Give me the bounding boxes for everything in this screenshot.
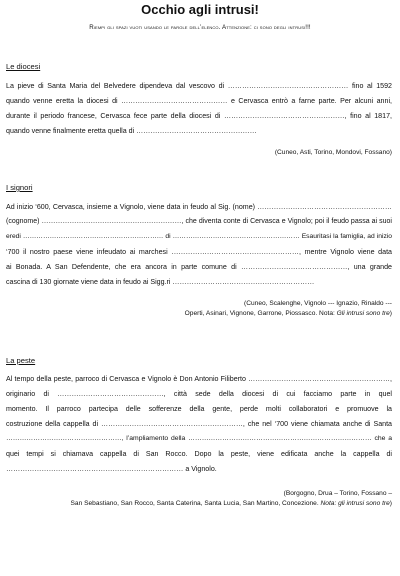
- paragraph-line: costruzione della cappella di ……………………………………………………, che nel ‘700 viene chiamata anche di Santa: [6, 420, 392, 428]
- paragraph-line: La pieve di Santa Maria del Belvedere dipendeva dal vescovo di …………………………………………… fino al 1592: [6, 82, 392, 90]
- paragraph-line: quei tempi si chiamava cappella di San Rocco. Dopo la peste, viene edificata anche la cappella di: [6, 450, 392, 458]
- paragraph-line: quando venne eretta la diocesi di ……………………………………… e Cervasca entrò a farne parte. Per alcuni anni,: [6, 97, 392, 105]
- word-list: (Cuneo, Scalenghe, Vignolo --- Ignazio, Rinaldo ---: [244, 300, 392, 307]
- section-heading-diocesi: Le diocesi: [6, 62, 41, 71]
- paragraph-line: Al tempo della peste, parroco di Cervasca e Vignolo è Don Antonio Filiberto ……………………………………………………,: [6, 375, 392, 383]
- word-list-note: Gli intrusi sono tre: [336, 310, 390, 317]
- paragraph-line: ……………………………………………, l’ampliamento della ……………………………………………………………………… che a: [6, 435, 392, 442]
- word-list-text: San Sebastiano, San Rocco, Santa Caterina, Santa Lucia, San Martino, Concezione.: [70, 500, 321, 507]
- word-list-close: ): [389, 500, 392, 507]
- page-subtitle: Riempi gli spazi vuoti usando le parole dell’elenco. Attenzione: ci sono degli intrusi!!!: [89, 24, 311, 31]
- paragraph-line: ………………………………………………………………… a Vignolo.: [6, 465, 217, 473]
- paragraph-line: ‘700 il nostro paese viene infeudato ai marchesi ………………………………………………, mentre Vignolo viene data: [6, 248, 392, 256]
- word-list: (Cuneo, Asti, Torino, Mondovi, Fossano): [274, 149, 392, 156]
- word-list-close: ): [389, 310, 392, 317]
- word-list: [6, 499, 392, 509]
- word-list-note: Nota: gli intrusi sono tre: [320, 500, 390, 507]
- word-list: [6, 309, 392, 319]
- paragraph-line: quando venne finalmente eretta quella di ……………………………………………: [6, 127, 257, 135]
- word-list: (Borgogno, Drua – Torino, Fossano –: [283, 490, 392, 497]
- word-list-text: Operti, Asinari, Vignone, Garrone, Piossasco. Nota:: [184, 310, 337, 317]
- section-heading-peste: La peste: [6, 356, 36, 365]
- page-title: Occhio agli intrusi!: [141, 2, 259, 17]
- paragraph-line: ai Bonada. A San Defendente, che era ancora in parte comune di ………………………………………, una grande: [6, 263, 392, 271]
- paragraph-line: momento. Il parroco partecipa delle sofferenze della gente, perde molti collaboratori e promuove la: [6, 405, 392, 413]
- paragraph-line: (cognome) ……………………………………………………, che diventa conte di Cervasca e Vignolo; poi il feudo passa ai suoi: [6, 218, 392, 225]
- paragraph-line: Ad inizio ‘600, Cervasca, insieme a Vignolo, viene data in feudo al Sig. (nome) …………………………………………………: [6, 203, 392, 211]
- paragraph-line: cascina di 130 giornate viene data in feudo ai Sigg.ri ……………………………………………………: [6, 278, 315, 286]
- section-heading-signori: I signori: [6, 183, 33, 192]
- paragraph-line: originario di ………………………………………, città sede della diocesi di cui facciamo parte in quel: [6, 390, 392, 398]
- paragraph-line: durante il periodo francese, Cervasca fece parte della diocesi di ……………………………………………, fino al 1817,: [6, 112, 392, 120]
- paragraph-line: eredi ……………………………………………………… di ………………………………………………… Esauritasi la famiglia, ad inizio: [6, 233, 392, 240]
